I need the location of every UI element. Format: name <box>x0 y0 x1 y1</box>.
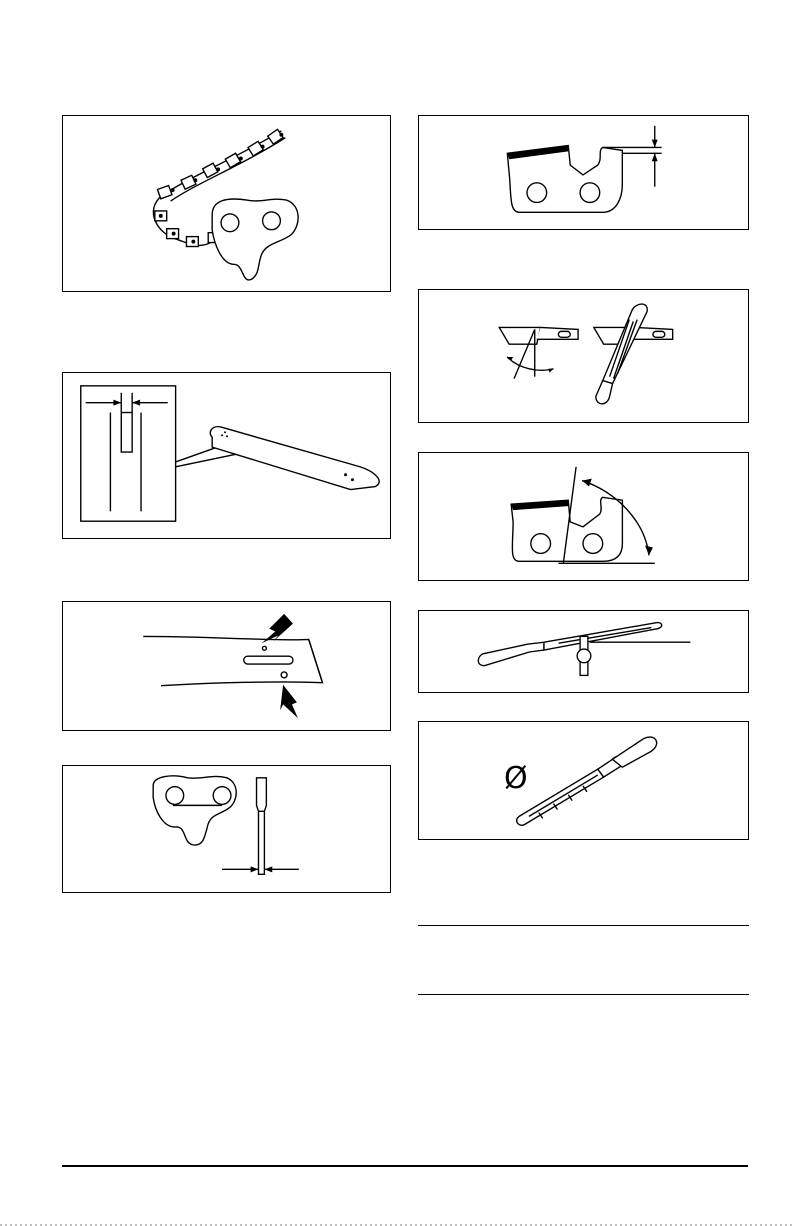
guide-bar-holes-icon <box>63 602 390 730</box>
crop-marks <box>0 1219 795 1226</box>
figure-top-plate-angle <box>418 452 749 581</box>
figure-filing-angle <box>418 289 749 423</box>
depth-gauge-icon <box>419 116 748 229</box>
figure-depth-gauge <box>418 115 749 230</box>
diameter-symbol: Ø <box>504 761 528 796</box>
figure-drive-link-thickness <box>62 765 391 893</box>
round-file-icon <box>419 722 748 839</box>
figure-saw-chain <box>62 115 391 292</box>
top-plate-angle-icon <box>419 453 748 580</box>
note-rule-bottom <box>418 994 749 995</box>
figure-round-file <box>418 721 749 840</box>
figure-file-holder <box>418 610 749 693</box>
figure-bar-nose-holes <box>62 601 391 731</box>
guide-bar-icon <box>63 373 390 538</box>
footer-rule <box>62 1165 748 1167</box>
file-holder-icon <box>419 611 748 692</box>
filing-angle-icon <box>419 290 748 422</box>
note-rule-top <box>418 925 749 926</box>
saw-chain-icon <box>63 116 390 291</box>
figure-bar-groove-width <box>62 372 391 539</box>
drive-link-icon <box>63 766 390 892</box>
